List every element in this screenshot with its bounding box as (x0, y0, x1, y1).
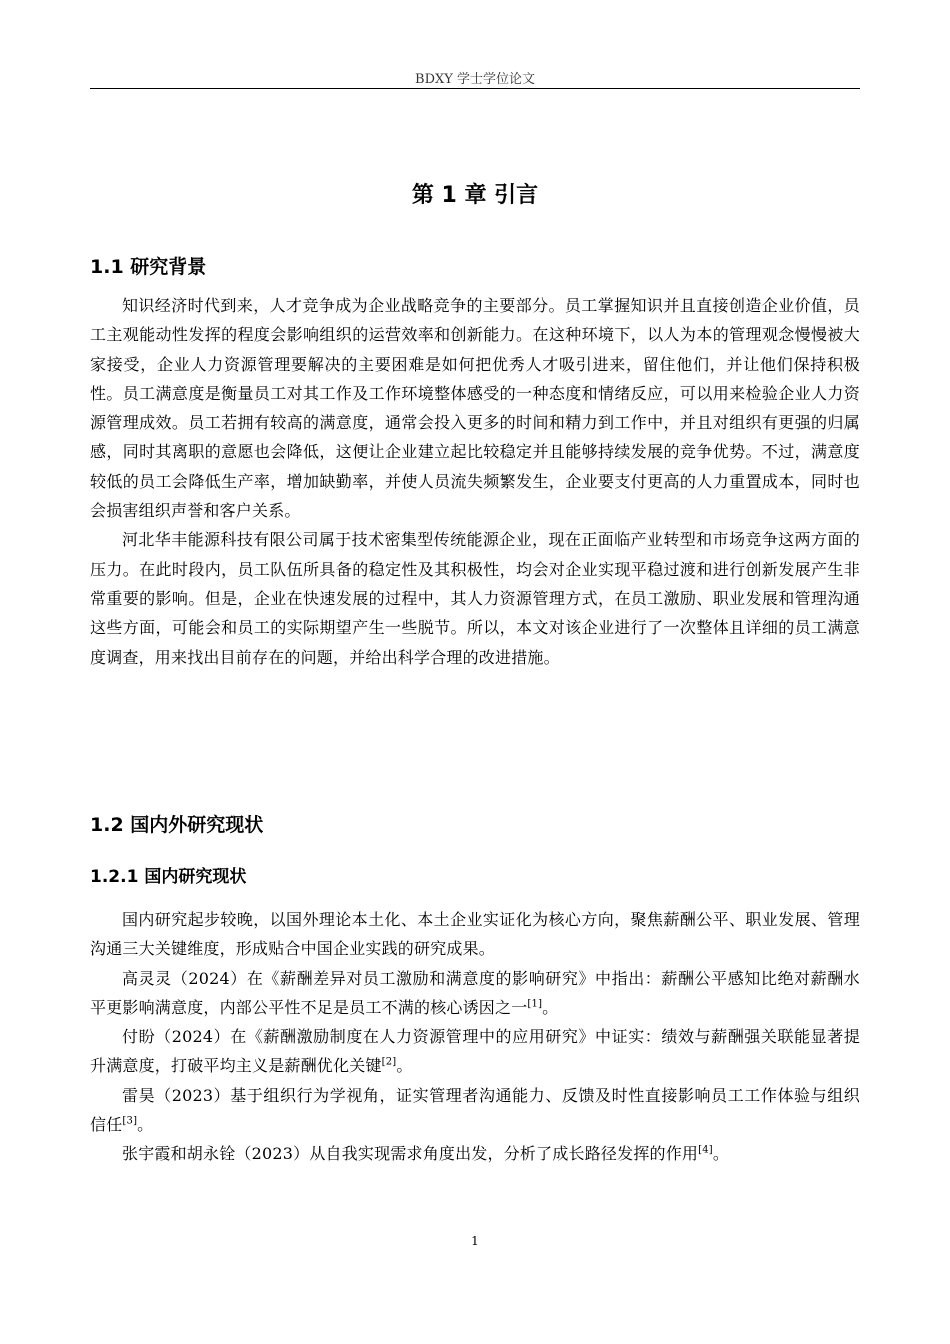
reference-marker[interactable]: [3] (122, 1115, 138, 1127)
paragraph: 河北华丰能源科技有限公司属于技术密集型传统能源企业，现在正面临产业转型和市场竞争这两方面的压力。在此时段内，员工队伍所具备的稳定性及其积极性，均会对企业实现平稳过渡和进行创新发展产生非常重要的影响。但是，企业在快速发展的过程中，其人力资源管理方式，在员工激励、职业发展和管理沟通这些方面，可能会和员工的实际期望产生一些脱节。所以，本文对该企业进行了一次整体且详细的员工满意度调查，用来找出目前存在的问题，并给出科学合理的改进措施。 (90, 530, 860, 667)
paragraph (90, 964, 860, 1023)
citation-text: 张宇霞和胡永铨（2023）从自我实现需求角度出发，分析了成长路径发挥的作用 (122, 1144, 699, 1164)
reference-marker[interactable]: [2] (381, 1057, 397, 1069)
paragraph: 知识经济时代到来，人才竞争成为企业战略竞争的主要部分。员工掌握知识并且直接创造企业价值，员工主观能动性发挥的程度会影响组织的运营效率和创新能力。在这种环境下，以人为本的管理观念慢慢被大家接受，企业人力资源管理要解决的主要困难是如何把优秀人才吸引进来，留住他们，并让他们保持积极性。员工满意度是衡量员工对其工作及工作环境整体感受的一种态度和情绪反应，可以用来检验企业人力资源管理成效。员工若拥有较高的满意度，通常会投入更多的时间和精力到工作中，并且对组织有更强的归属感，同时其离职的意愿也会降低，这便让企业建立起比较稳定并且能够持续发展的竞争优势。不过，满意度较低的员工会降低生产率，增加缺勤率，并使人员流失频繁发生，企业要支付更高的人力重置成本，同时也会损害组织声誉和客户关系。 (90, 296, 860, 521)
paragraph (90, 1139, 860, 1168)
header-rule (90, 88, 860, 89)
chapter-title: 第 1 章 引言 (411, 183, 539, 208)
reference-marker[interactable]: [1] (527, 998, 543, 1010)
paragraph: 国内研究起步较晚，以国外理论本土化、本土企业实证化为核心方向，聚焦薪酬公平、职业发展、管理沟通三大关键维度，形成贴合中国企业实践的研究成果。 (90, 910, 860, 959)
section-1-1-body (90, 291, 860, 672)
reference-marker[interactable]: [4] (698, 1145, 713, 1157)
page-number: 1 (471, 1234, 479, 1248)
paragraph (90, 1022, 860, 1081)
paragraph (90, 1081, 860, 1140)
section-heading-1-1: 1.1 研究背景 (90, 256, 207, 278)
citation-text: 付盼（2024）在《薪酬激励制度在人力资源管理中的应用研究》中证实：绩效与薪酬强关联能显著提升满意度，打破平均主义是薪酬优化关键 (90, 1027, 860, 1076)
punctuation: 。 (542, 997, 559, 1017)
running-header: BDXY 学士学位论文 (415, 72, 535, 87)
punctuation: 。 (137, 1115, 154, 1135)
section-1-2-1-body (90, 905, 860, 1169)
punctuation: 。 (396, 1056, 413, 1076)
section-heading-1-2-1: 1.2.1 国内研究现状 (90, 867, 247, 887)
citation-text: 雷昊（2023）基于组织行为学视角，证实管理者沟通能力、反馈及时性直接影响员工工作体验与组织信任 (90, 1085, 860, 1135)
punctuation: 。 (712, 1144, 730, 1164)
section-heading-1-2: 1.2 国内外研究现状 (90, 814, 264, 836)
citation-text: 高灵灵（2024）在《薪酬差异对员工激励和满意度的影响研究》中指出：薪酬公平感知比绝对薪酬水平更影响满意度，内部公平性不足是员工不满的核心诱因之一 (90, 968, 860, 1017)
